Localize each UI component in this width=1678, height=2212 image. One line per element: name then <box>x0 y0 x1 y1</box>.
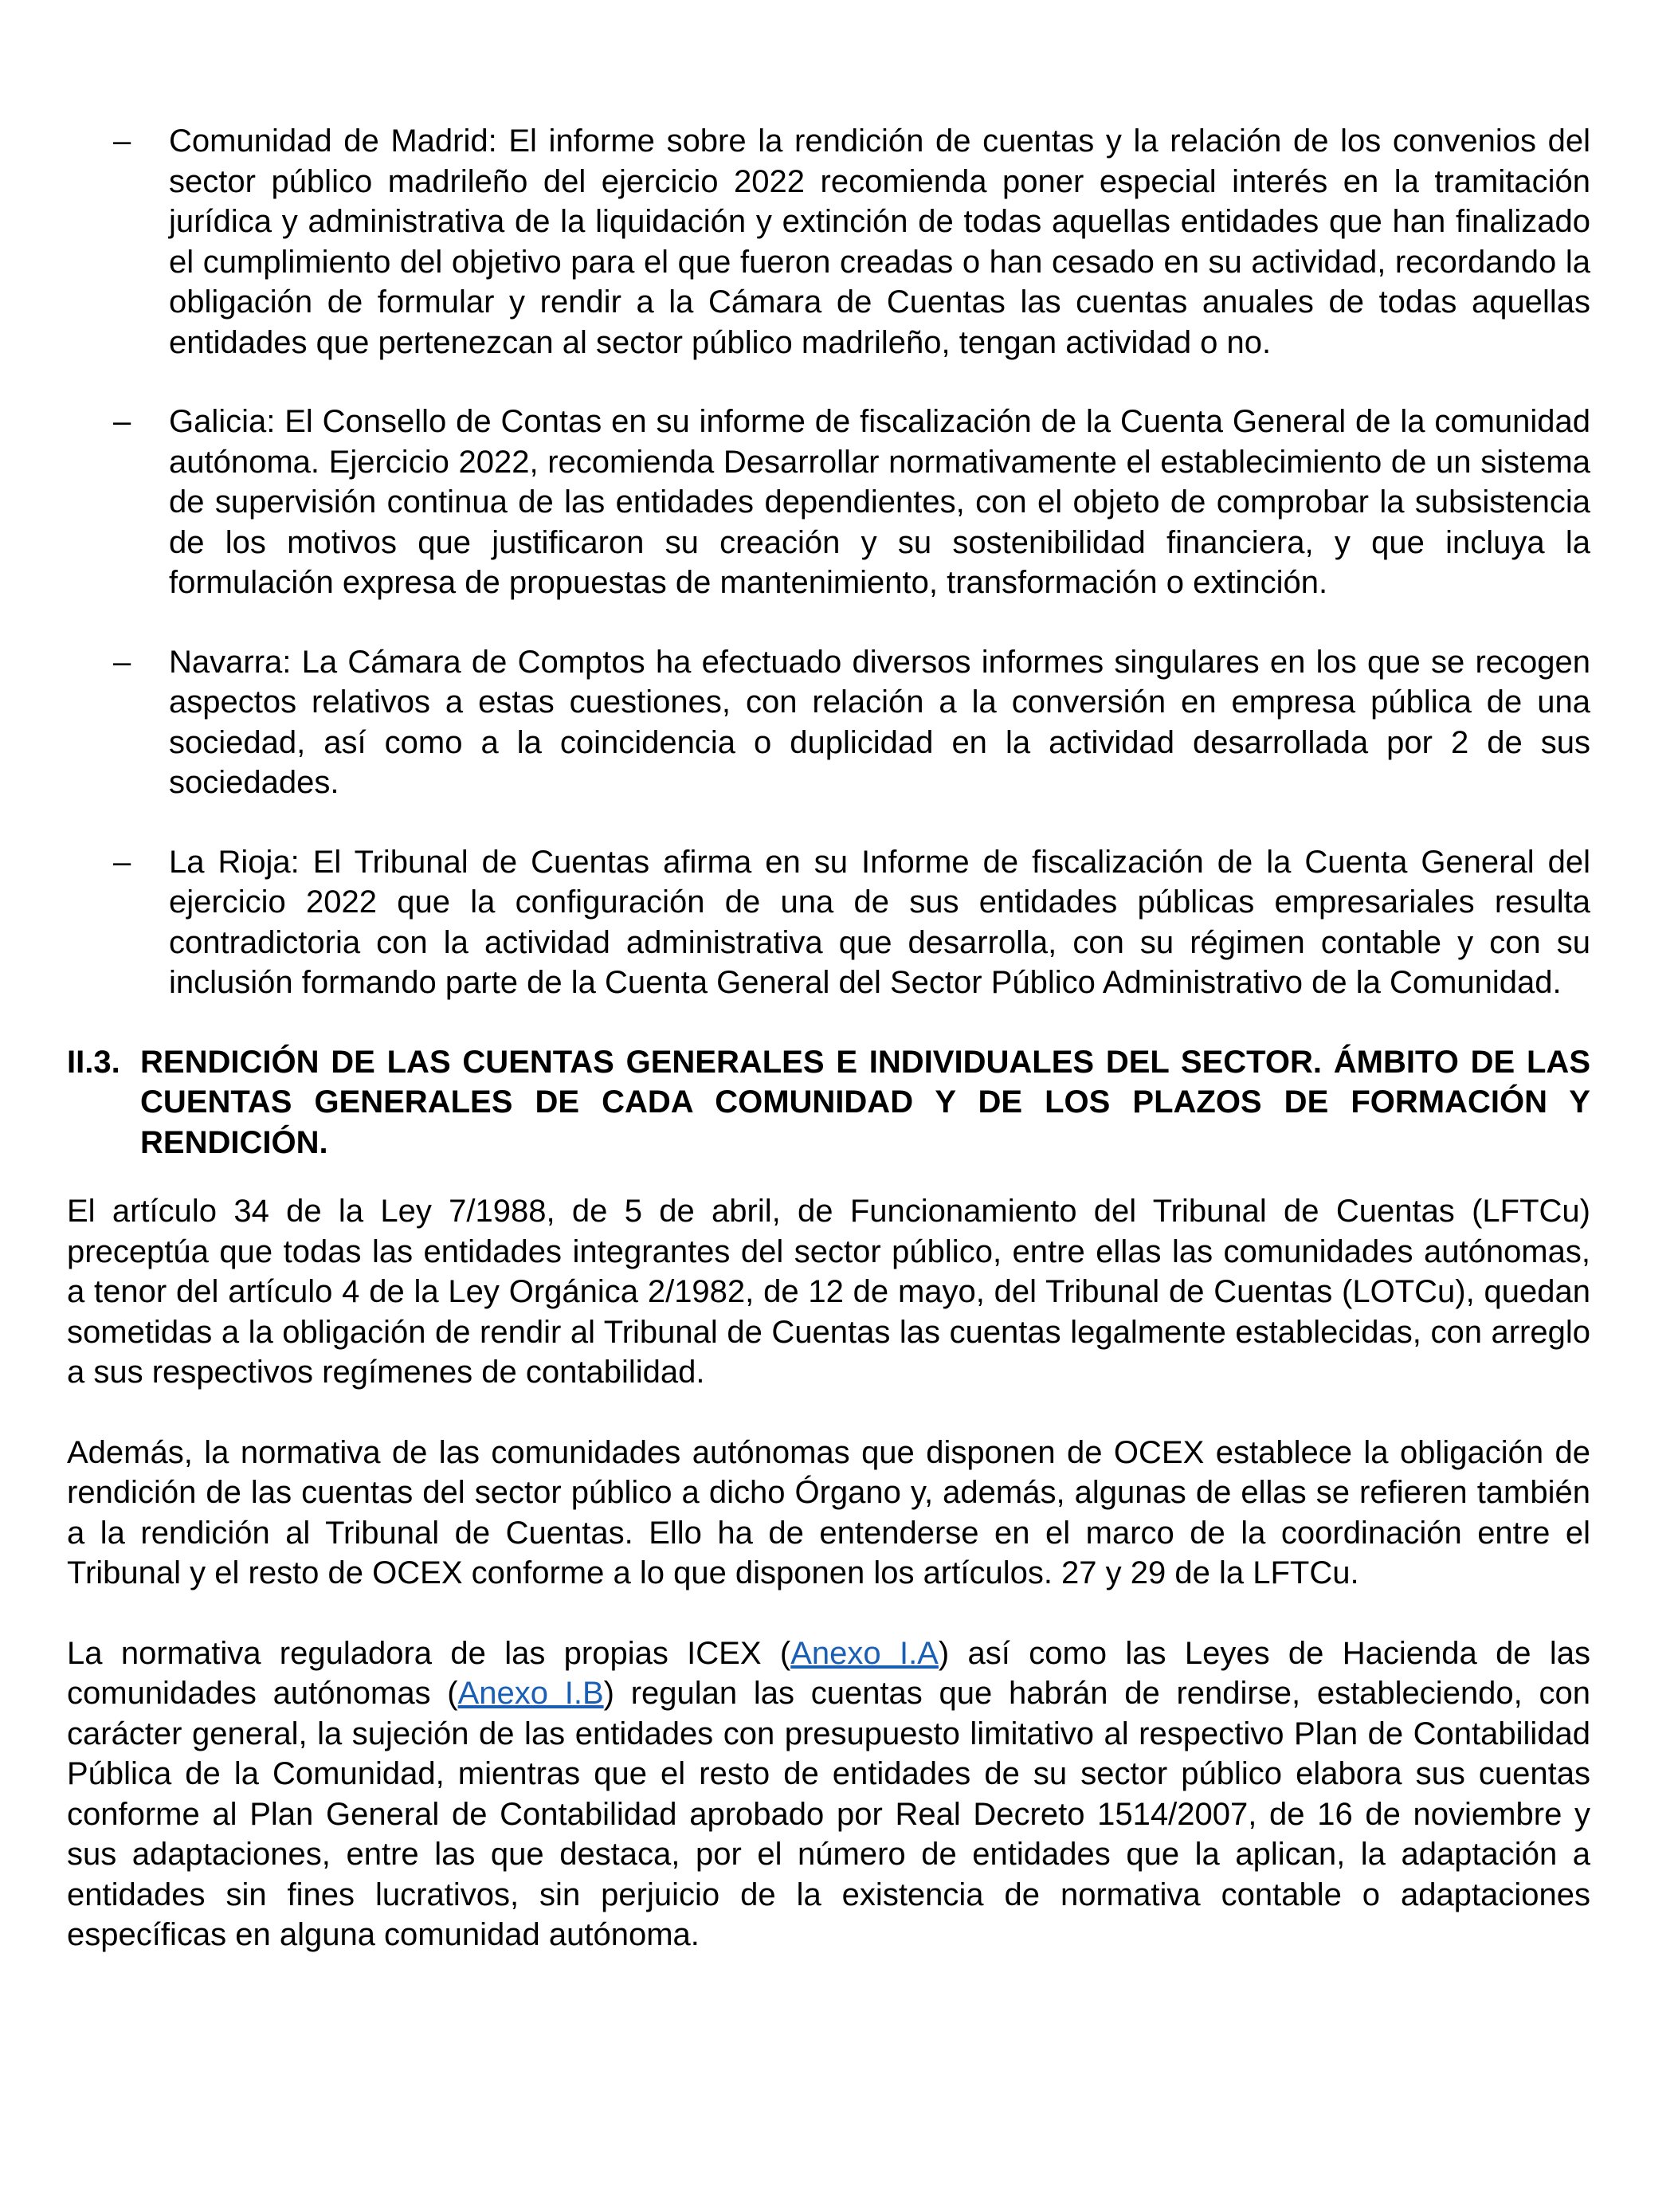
paragraph-text: ) regulan las cuentas que habrán de rendirse, estableciendo, con carácter general, la sujeción de las entidades con presupuesto limitativo al respectivo Plan de Contabilidad Pública de la Comunidad, mientras que el resto de entidades de su sector público elabora sus cuentas conforme al Plan General de Contabilidad aprobado por Real Decreto 1514/2007, de 16 de noviembre y sus adaptaciones, entre las que destaca, por el número de entidades que la aplican, la adaptación a entidades sin fines lucrativos, sin perjuicio de la existencia de normativa contable o adaptaciones específicas en alguna comunidad autónoma. <box>67 1676 1591 1952</box>
section-heading <box>67 1042 1590 1163</box>
annex-ib-link[interactable]: Anexo I.B <box>457 1676 604 1711</box>
paragraph-article-34: El artículo 34 de la Ley 7/1988, de 5 de abril, de Funcionamiento del Tribunal de Cuentas (LFTCu) preceptúa que todas las entidades integrantes del sector público, entre ellas las comunidades autónomas, a tenor del artículo 4 de la Ley Orgánica 2/1982, de 12 de mayo, del Tribunal de Cuentas (LOTCu), quedan sometidas a la obligación de rendir al Tribunal de Cuentas las cuentas legalmente establecidas, con arreglo a sus respectivos regímenes de contabilidad. <box>67 1194 1590 1390</box>
paragraph-ocex: Además, la normativa de las comunidades autónomas que disponen de OCEX establece la obligación de rendición de las cuentas del sector público a dicho Órgano y, además, algunas de ellas se refieren también a la rendición al Tribunal de Cuentas. Ello ha de entenderse en el marco de la coordinación entre el Tribunal y el resto de OCEX conforme a lo que disponen los artículos. 27 y 29 de la LFTCu. <box>67 1434 1590 1590</box>
list-item-galicia <box>67 402 1590 603</box>
list-dash: – <box>113 644 131 680</box>
document-body <box>67 121 1590 1995</box>
annex-ia-link[interactable]: Anexo I.A <box>790 1635 939 1671</box>
list-dash: – <box>113 124 131 159</box>
list-dash: – <box>113 404 131 439</box>
paragraph-text: ) así como las Leyes de Hacienda de las comunidades autónomas ( <box>67 1635 1591 1711</box>
list-item-madrid <box>67 121 1590 363</box>
list-item-text: Galicia: El Consello de Contas en su informe de fiscalización de la Cuenta General de la comunidad autónoma. Ejercicio 2022, recomienda Desarrollar normativamente el establecimiento de un sistema de supervisión continua de las entidades dependientes, con el objeto de comprobar la subsistencia de los motivos que justificaron su creación y su sostenibilidad financiera, y que incluya la formulación expresa de propuestas de mantenimiento, transformación o extinción. <box>169 404 1590 600</box>
section-title: RENDICIÓN DE LAS CUENTAS GENERALES E INDIVIDUALES DEL SECTOR. ÁMBITO DE LAS CUENTAS GENERALES DE CADA COMUNIDAD Y DE LOS PLAZOS DE FORMACIÓN Y RENDICIÓN. <box>140 1044 1590 1160</box>
list-dash: – <box>113 844 131 880</box>
section-number: II.3. <box>67 1044 120 1080</box>
paragraph-normativa-icex <box>67 1634 1590 1955</box>
paragraph-text: La normativa reguladora de las propias ICEX ( <box>67 1635 791 1671</box>
list-item-la-rioja <box>67 842 1590 1003</box>
list-item-text: La Rioja: El Tribunal de Cuentas afirma en su Informe de fiscalización de la Cuenta General del ejercicio 2022 que la configuración de una de sus entidades públicas empresariales resulta contradictoria con la actividad administrativa que desarrolla, con su régimen contable y con su inclusión formando parte de la Cuenta General del Sector Público Administrativo de la Comunidad. <box>169 844 1590 1000</box>
list-item-navarra <box>67 642 1590 803</box>
list-item-text: Navarra: La Cámara de Comptos ha efectuado diversos informes singulares en los que se recogen aspectos relativos a estas cuestiones, con relación a la conversión en empresa pública de una sociedad, así como a la coincidencia o duplicidad en la actividad desarrollada por 2 de sus sociedades. <box>169 644 1590 800</box>
list-item-text: Comunidad de Madrid: El informe sobre la rendición de cuentas y la relación de los convenios del sector público madrileño del ejercicio 2022 recomienda poner especial interés en la tramitación jurídica y administrativa de la liquidación y extinción de todas aquellas entidades que han finalizado el cumplimiento del objetivo para el que fueron creadas o han cesado en su actividad, recordando la obligación de formular y rendir a la Cámara de Cuentas las cuentas anuales de todas aquellas entidades que pertenezcan al sector público madrileño, tengan actividad o no. <box>169 124 1590 360</box>
